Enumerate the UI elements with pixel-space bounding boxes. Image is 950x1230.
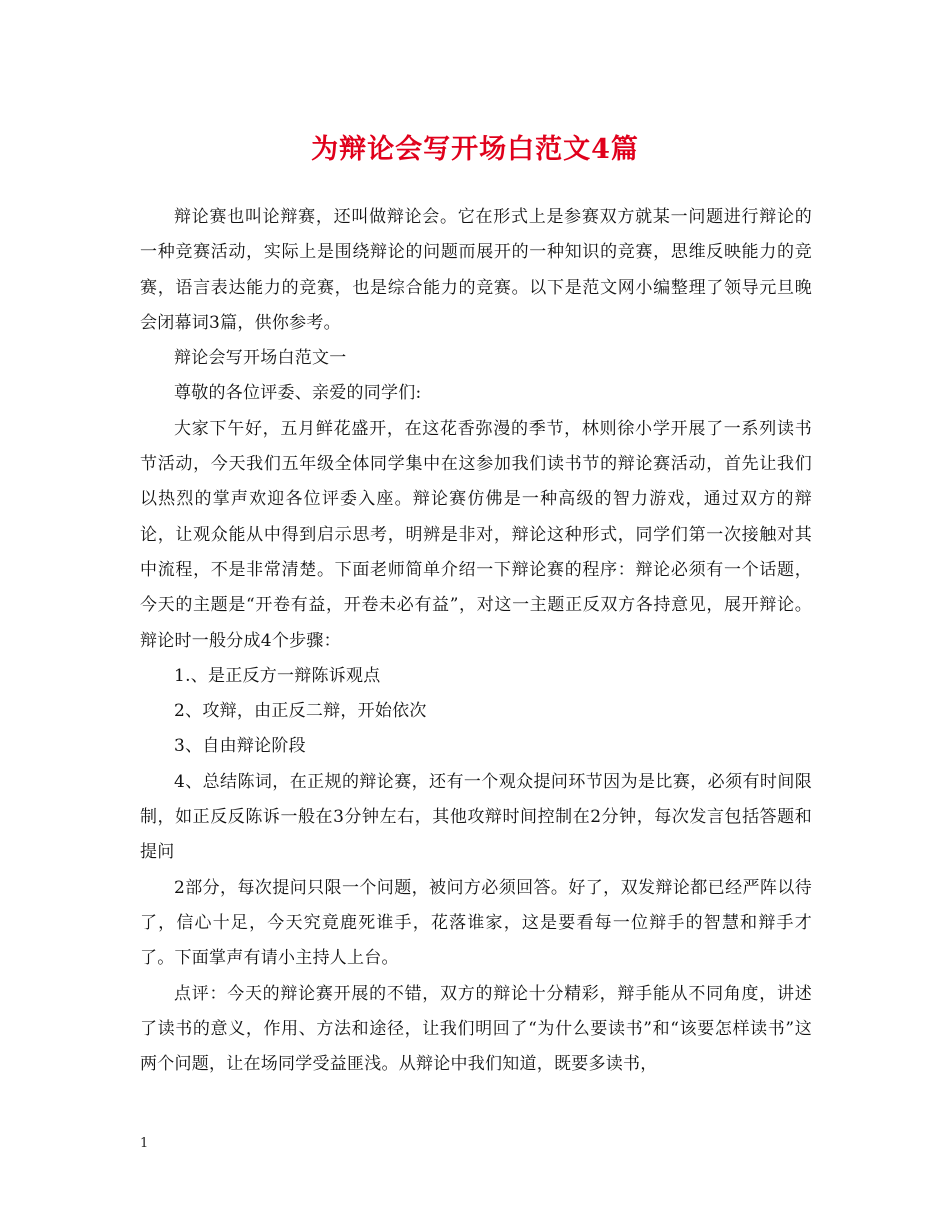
paragraph-comment: 点评：今天的辩论赛开展的不错，双方的辩论十分精彩，辩手能从不同角度，讲述了读书的意义，作用、方法和途径，让我们明回了“为什么要读书”和“该要怎样读书”这两个问题，让在场同学受益匪浅。从辩论中我们知道，既要多读书， (140, 983, 812, 1075)
paragraph-step-4: 4、总结陈词，在正规的辩论赛，还有一个观众提问环节因为是比赛，必须有时间限制，如正反反陈诉一般在3分钟左右，其他攻辩时间控制在2分钟，每次发言包括答题和提问 (140, 771, 812, 863)
document-title: 为辩论会写开场白范文4篇 (311, 134, 639, 165)
paragraph-opening: 大家下午好，五月鲜花盛开，在这花香弥漫的季节，林则徐小学开展了一系列读书节活动，今天我们五年级全体同学集中在这参加我们读书节的辩论赛活动，首先让我们以热烈的掌声欢迎各位评委入座。辩论赛仿佛是一种高级的智力游戏，通过双方的辩论，让观众能从中得到启示思考，明辨是非对，辩论这种形式，同学们第一次接触对其中流程，不是非常清楚。下面老师简单介绍一下辩论赛的程序：辩论必须有一个话题，今天的主题是“开卷有益，开卷未必有益”，对这一主题正反双方各持意见，展开辩论。辩论时一般分成4个步骤： (140, 418, 812, 651)
paragraph-step-3: 3、自由辩论阶段 (174, 736, 306, 757)
document-body (140, 200, 812, 1082)
paragraph-intro: 辩论赛也叫论辩赛，还叫做辩论会。它在形式上是参赛双方就某一问题进行辩论的一种竞赛活动，实际上是围绕辩论的问题而展开的一种知识的竞赛，思维反映能力的竞赛，语言表达能力的竞赛，也是综合能力的竞赛。以下是范文网小编整理了领导元旦晚会闭幕词3篇，供你参考。 (140, 207, 812, 333)
paragraph-rules: 2部分，每次提问只限一个问题，被问方必须回答。好了，双发辩论都已经严阵以待了，信心十足，今天究竟鹿死谁手，花落谁家，这是要看每一位辩手的智慧和辩手才了。下面掌声有请小主持人上台。 (140, 877, 812, 969)
paragraph-step-2: 2、攻辩，由正反二辩，开始依次 (174, 701, 427, 722)
paragraph-step-1: 1.、是正反方一辩陈诉观点 (174, 665, 381, 686)
paragraph-section-heading: 辩论会写开场白范文一 (174, 348, 347, 369)
paragraph-salutation: 尊敬的各位评委、亲爱的同学们: (174, 383, 422, 404)
page-number: 1 (140, 1136, 149, 1151)
